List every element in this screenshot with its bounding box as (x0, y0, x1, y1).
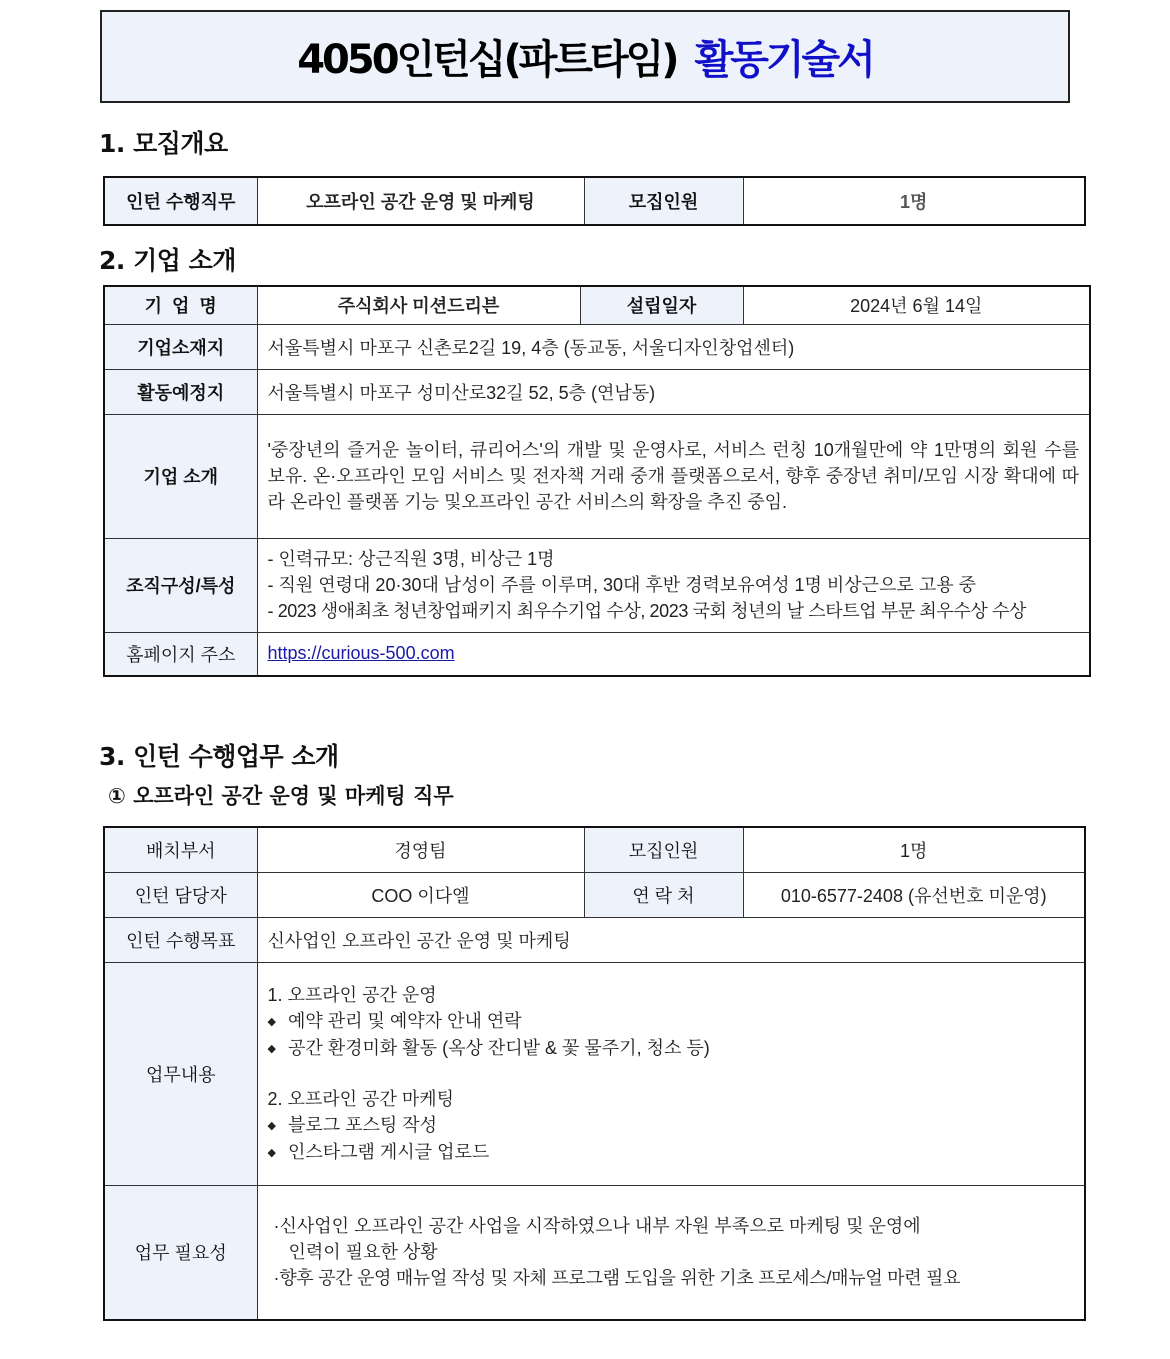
duties-value (257, 962, 1085, 1185)
section-1-heading: 1. 모집개요 (99, 129, 228, 158)
org-value (257, 538, 1090, 632)
manager-value: COO 이다엘 (257, 872, 584, 917)
section-3-heading: 3. 인턴 수행업무 소개 (99, 742, 339, 771)
count-value: 1명 (743, 177, 1085, 225)
table-row (104, 324, 1090, 369)
table-row (104, 917, 1085, 962)
address-value: 서울특별시 마포구 신촌로2길 19, 4층 (동교동, 서울디자인창업센터) (257, 324, 1090, 369)
table-row (104, 177, 1085, 225)
company-intro-table (103, 285, 1091, 677)
contact-label: 연 락 처 (584, 872, 743, 917)
table-row (104, 1185, 1085, 1320)
workplace-value: 서울특별시 마포구 성미산로32길 52, 5층 (연남동) (257, 369, 1090, 414)
dept-label: 배치부서 (104, 827, 257, 872)
need-value (257, 1185, 1085, 1320)
intern-duties-table (103, 826, 1086, 1321)
count-value: 1명 (743, 827, 1085, 872)
homepage-label: 홈페이지 주소 (104, 632, 257, 676)
document-title (100, 10, 1070, 103)
dept-value: 경영팀 (257, 827, 584, 872)
table-row (104, 414, 1090, 538)
need-line: 인력이 필요한 상황 (288, 1242, 438, 1263)
founded-label: 설립일자 (580, 286, 743, 324)
table-row (104, 962, 1085, 1185)
spacer (268, 1062, 1075, 1086)
section-2-heading: 2. 기업 소개 (99, 246, 236, 275)
org-label: 조직구성/특성 (104, 538, 257, 632)
workplace-label: 활동예정지 (104, 369, 257, 414)
need-label: 업무 필요성 (104, 1185, 257, 1320)
duty-item: ◆ 예약 관리 및 예약자 안내 연락 (268, 1008, 1075, 1035)
table-row (104, 632, 1090, 676)
contact-value: 010-6577-2408 (유선번호 미운영) (743, 872, 1085, 917)
count-label: 모집인원 (584, 827, 743, 872)
org-line: - 직원 연령대 20·30대 남성이 주를 이루며, 30대 후반 경력보유여성 1명 비상근으로 고용 중 (267, 575, 976, 595)
duty-group-title: 2. 오프라인 공간 마케팅 (267, 1088, 455, 1109)
table-row (104, 872, 1085, 917)
need-line: ·향후 공간 운영 매뉴얼 작성 및 자체 프로그램 도입을 위한 기초 프로세스/매뉴얼 마련 필요 (273, 1268, 961, 1289)
intro-label: 기업 소개 (104, 414, 257, 538)
intro-value: '중장년의 즐거운 놀이터, 큐리어스'의 개발 및 운영사로, 서비스 런칭 10개월만에 약 1만명의 회원 수를 보유. 온·오프라인 모임 서비스 및 전자책 거래 중개 플랫폼으로서, 향후 중장년 취미/모임 시장 확대에 따라 온라인 플랫폼 기능 및오프라인 공간 서비스의 확장을 추진 중임. (257, 414, 1090, 538)
company-name-label: 기 업 명 (104, 286, 257, 324)
title-accent: 활동기술서 (694, 37, 873, 83)
manager-label: 인턴 담당자 (104, 872, 257, 917)
need-line: ·신사업인 오프라인 공간 사업을 시작하였으나 내부 자원 부족으로 마케팅 및 운영에 (273, 1216, 921, 1237)
homepage-link[interactable]: https://curious-500.com (267, 643, 455, 664)
duty-item: ◆ 블로그 포스팅 작성 (268, 1112, 1075, 1139)
duties-label: 업무내용 (104, 962, 257, 1185)
duty-group-title: 1. 오프라인 공간 운영 (267, 984, 437, 1005)
table-row (104, 827, 1085, 872)
duty-item: ◆ 인스타그램 게시글 업로드 (268, 1139, 1075, 1166)
goal-label: 인턴 수행목표 (104, 917, 257, 962)
goal-value: 신사업인 오프라인 공간 운영 및 마케팅 (257, 917, 1085, 962)
duty-item: ◆ 공간 환경미화 활동 (옥상 잔디밭 & 꽃 물주기, 청소 등) (268, 1035, 1075, 1062)
table-row (104, 286, 1090, 324)
org-line: - 인력규모: 상근직원 3명, 비상근 1명 (267, 549, 555, 569)
founded-value: 2024년 6월 14일 (743, 286, 1090, 324)
title-main: 4050인턴십(파트타임) (297, 37, 677, 83)
count-label: 모집인원 (584, 177, 743, 225)
table-row (104, 369, 1090, 414)
recruitment-summary-table (103, 176, 1086, 226)
org-line: - 2023 생애최초 청년창업패키지 최우수기업 수상, 2023 국회 청년의 날 스타트업 부문 최우수상 수상 (267, 601, 1026, 621)
job-value: 오프라인 공간 운영 및 마케팅 (257, 177, 584, 225)
job-label: 인턴 수행직무 (104, 177, 257, 225)
section-3-subheading: ① 오프라인 공간 운영 및 마케팅 직무 (108, 784, 454, 808)
table-row (104, 538, 1090, 632)
homepage-cell (257, 632, 1090, 676)
address-label: 기업소재지 (104, 324, 257, 369)
company-name-value: 주식회사 미션드리븐 (257, 286, 580, 324)
